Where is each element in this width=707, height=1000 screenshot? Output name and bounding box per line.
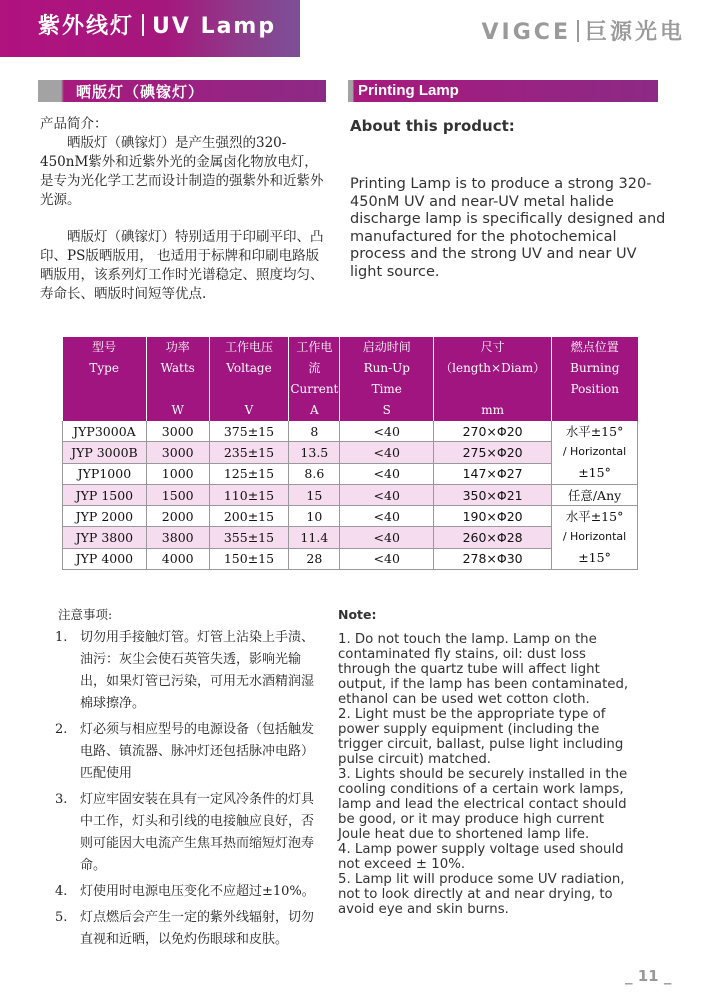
cell-type: JYP1000 — [63, 463, 147, 484]
cell-watts: 1000 — [146, 463, 209, 484]
page-number: _ 11 _ — [625, 967, 672, 985]
note-item-en: 4. Lamp power supply voltage used should not exceed ± 10%. — [338, 842, 624, 872]
intro-title-en: About this product: — [350, 117, 515, 135]
section-heading-en — [348, 80, 658, 102]
header-position: 燃点位置 Burning Position — [552, 337, 638, 421]
intro-body-en: Printing Lamp is to produce a strong 320-450nM UV and near-UV metal halide discharge lamp is specifically designed and manufactured for the photochemical process and the strong UV and near UV light source. — [350, 176, 666, 280]
cell-voltage: 110±15 — [209, 484, 289, 505]
cell-voltage: 150±15 — [209, 548, 289, 569]
cell-current: 11.4 — [289, 527, 340, 548]
cell-size: 350×Φ21 — [434, 484, 552, 505]
cell-current: 15 — [289, 484, 340, 505]
cell-voltage: 235±15 — [209, 442, 289, 463]
cell-size: 275×Φ20 — [434, 442, 552, 463]
cell-position: 水平±15° / Horizontal ±15° — [552, 506, 638, 570]
header-title-cn: 紫外线灯 — [38, 14, 135, 39]
cell-position: 水平±15° / Horizontal ±15° — [552, 421, 638, 484]
cell-runup: <40 — [340, 506, 434, 527]
header-watts: 功率 Watts W — [146, 337, 209, 421]
intro-label-cn: 产品简介： — [40, 116, 108, 132]
header-title — [38, 9, 276, 40]
cell-runup: <40 — [340, 484, 434, 505]
cell-size: 270×Φ20 — [434, 421, 552, 442]
table-header-row — [63, 337, 638, 421]
cell-voltage: 355±15 — [209, 527, 289, 548]
cell-type: JYP 3000B — [63, 442, 147, 463]
header-voltage: 工作电压 Voltage V — [209, 337, 289, 421]
note-item-en: 1. Do not touch the lamp. Lamp on the contaminated fly stains, oil: dust loss through the quartz tube will affect light output, if the lamp has been contaminated, ethanol can be used wet cotton cloth. — [338, 632, 629, 707]
notes-title-en: Note: — [338, 607, 377, 622]
cell-type: JYP 4000 — [63, 548, 147, 569]
table-row — [63, 527, 638, 548]
notes-list-en — [338, 632, 638, 917]
notes-title-cn: 注意事项: — [58, 607, 113, 622]
brand-name-en: VIGCE — [481, 20, 571, 45]
cell-current: 8 — [289, 421, 340, 442]
cell-type: JYP 2000 — [63, 506, 147, 527]
header-divider — [142, 14, 144, 36]
section-heading-cn — [38, 80, 326, 102]
header-current: 工作电流 Current A — [289, 337, 340, 421]
brand-logo — [482, 15, 685, 46]
cell-type: JYP 1500 — [63, 484, 147, 505]
cell-watts: 1500 — [146, 484, 209, 505]
cell-voltage: 125±15 — [209, 463, 289, 484]
brand-name-cn: 巨源光电 — [584, 20, 685, 45]
cell-size: 278×Φ30 — [434, 548, 552, 569]
header-type: 型号 Type — [63, 337, 147, 421]
cell-watts: 3800 — [146, 527, 209, 548]
table-row — [63, 506, 638, 527]
cell-runup: <40 — [340, 548, 434, 569]
cell-watts: 4000 — [146, 548, 209, 569]
note-item-cn: 5. 灯点燃后会产生一定的紫外线辐射，切勿直视和近晒，以免灼伤眼球和皮肤。 — [55, 910, 315, 947]
cell-runup: <40 — [340, 442, 434, 463]
cell-voltage: 375±15 — [209, 421, 289, 442]
cell-size: 260×Φ28 — [434, 527, 552, 548]
cell-watts: 3000 — [146, 442, 209, 463]
cell-type: JYP 3800 — [63, 527, 147, 548]
table-row — [63, 548, 638, 569]
table-row — [63, 421, 638, 442]
section-title-en: Printing Lamp — [358, 82, 459, 99]
brand-divider — [577, 20, 579, 42]
cell-type: JYP3000A — [63, 421, 147, 442]
cell-runup: <40 — [340, 421, 434, 442]
note-item-cn: 4. 灯使用时电源电压变化不应超过±10%。 — [55, 884, 315, 899]
cell-current: 8.6 — [289, 463, 340, 484]
header-runup: 启动时间 Run-Up Time S — [340, 337, 434, 421]
note-item-cn: 3. 灯应牢固安装在具有一定风冷条件的灯具中工作，灯头和引线的电接触应良好，否则可能因大电流产生焦耳热而缩短灯泡寿命。 — [55, 792, 315, 873]
notes-list-cn — [55, 627, 318, 951]
section-title-cn: 晒版灯（碘镓灯） — [76, 83, 205, 101]
note-item-en: 2. Light must be the appropriate type of power supply equipment (including the trigger circuit, ballast, pulse light including pulse circuit) matched. — [338, 707, 624, 767]
cell-runup: <40 — [340, 463, 434, 484]
spec-table — [62, 337, 638, 570]
cell-size: 147×Φ27 — [434, 463, 552, 484]
cell-watts: 2000 — [146, 506, 209, 527]
intro-paragraph-1-cn: 晒版灯（碘镓灯）是产生强烈的320-450nM紫外和近紫外光的金属卤化物放电灯，是专为光化学工艺而设计制造的强紫外和近紫外光源。 — [40, 135, 324, 208]
cell-current: 13.5 — [289, 442, 340, 463]
note-item-en: 3. Lights should be securely installed in the cooling conditions of a certain work lamps, lamp and lead the electrical contact should be good, or it may produce high current Joule heat due to shortened lamp life. — [338, 767, 628, 842]
intro-paragraph-2-cn: 晒版灯（碘镓灯）特别适用于印刷平印、凸印、PS版晒版用， 也适用于标牌和印刷电路版晒版用，该系列灯工作时光谱稳定、照度均匀、寿命长、晒版时间短等优点. — [40, 229, 324, 302]
table-row — [63, 442, 638, 463]
table-row — [63, 463, 638, 484]
cell-runup: <40 — [340, 527, 434, 548]
cell-current: 10 — [289, 506, 340, 527]
cell-position: 任意/Any — [552, 484, 638, 505]
note-item-cn: 2. 灯必须与相应型号的电源设备（包括触发电路、镇流器、脉冲灯还包括脉冲电路）匹配使用 — [55, 722, 315, 781]
header-title-en: UV Lamp — [152, 14, 277, 39]
header-size: 尺寸 （length×Diam） mm — [434, 337, 552, 421]
note-item-cn: 1. 切勿用手接触灯管。灯管上沾染上手渍、油污：灰尘会使石英管失透，影响光输出，如果灯管已污染，可用无水酒精润湿棉球擦净。 — [55, 630, 315, 711]
table-row — [63, 484, 638, 505]
cell-watts: 3000 — [146, 421, 209, 442]
note-item-en: 5. Lamp lit will produce some UV radiation, not to look directly at and near drying, to avoid eye and skin burns. — [338, 872, 625, 917]
cell-voltage: 200±15 — [209, 506, 289, 527]
cell-current: 28 — [289, 548, 340, 569]
cell-size: 190×Φ20 — [434, 506, 552, 527]
